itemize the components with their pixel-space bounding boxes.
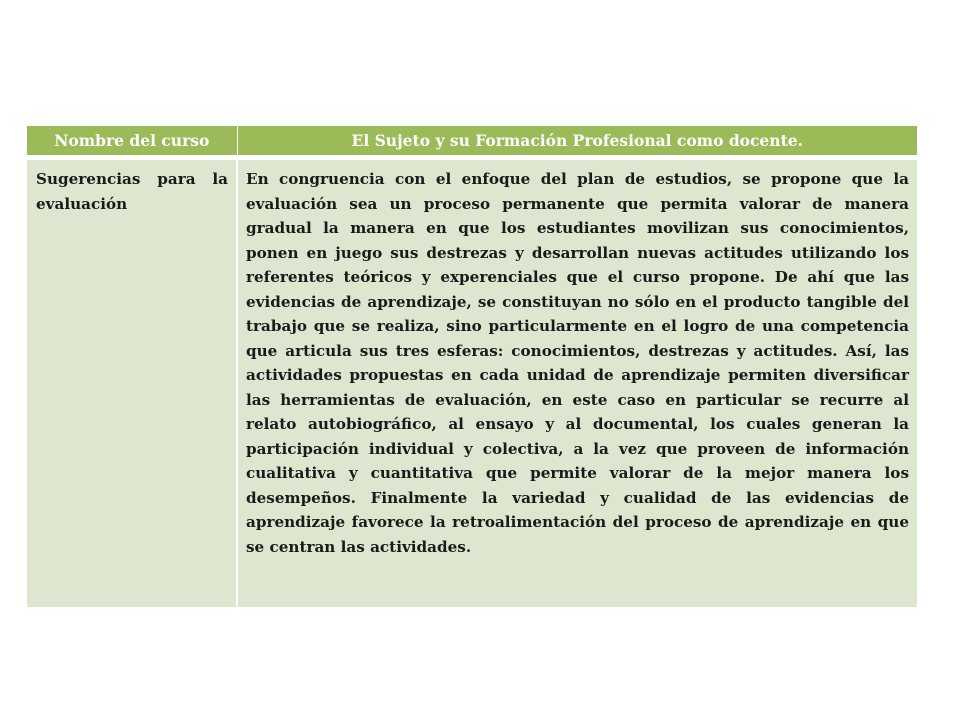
header-row: [27, 126, 917, 155]
evaluation-row: [27, 160, 917, 607]
evaluation-text: En congruencia con el enfoque del plan de estudios, se propone que la evaluación sea un proceso permanente que permita valorar de manera gradual la manera en que los estudiantes movilizan sus conocimientos, ponen en juego sus destrezas y desarrollan nuevas actitudes utilizando los referentes teóricos y experenciales que el curso propone. De ahí que las evidencias de aprendizaje, se constituyan no sólo en el producto tangible del trabajo que se realiza, sino particularmente en el logro de una competencia que articula sus tres esferas: conocimientos, destrezas y actitudes. Así, las actividades propuestas en cada unidad de aprendizaje permiten diversificar las herramientas de evaluación, en este caso en particular se recurre al relato autobiográfico, al ensayo y al documental, los cuales generan la participación individual y colectiva, a la vez que proveen de información cualitativa y cuantitativa que permite valorar de la mejor manera los desempeños. Finalmente la variedad y cualidad de las evidencias de aprendizaje favorece la retroalimentación del proceso de aprendizaje en que se centran las actividades.: [237, 160, 917, 607]
course-name-label: Nombre del curso: [27, 126, 237, 155]
evaluation-label: Sugerencias para la evaluación: [27, 160, 237, 607]
course-table: [27, 126, 917, 607]
course-name-value: El Sujeto y su Formación Profesional como docente.: [237, 126, 917, 155]
